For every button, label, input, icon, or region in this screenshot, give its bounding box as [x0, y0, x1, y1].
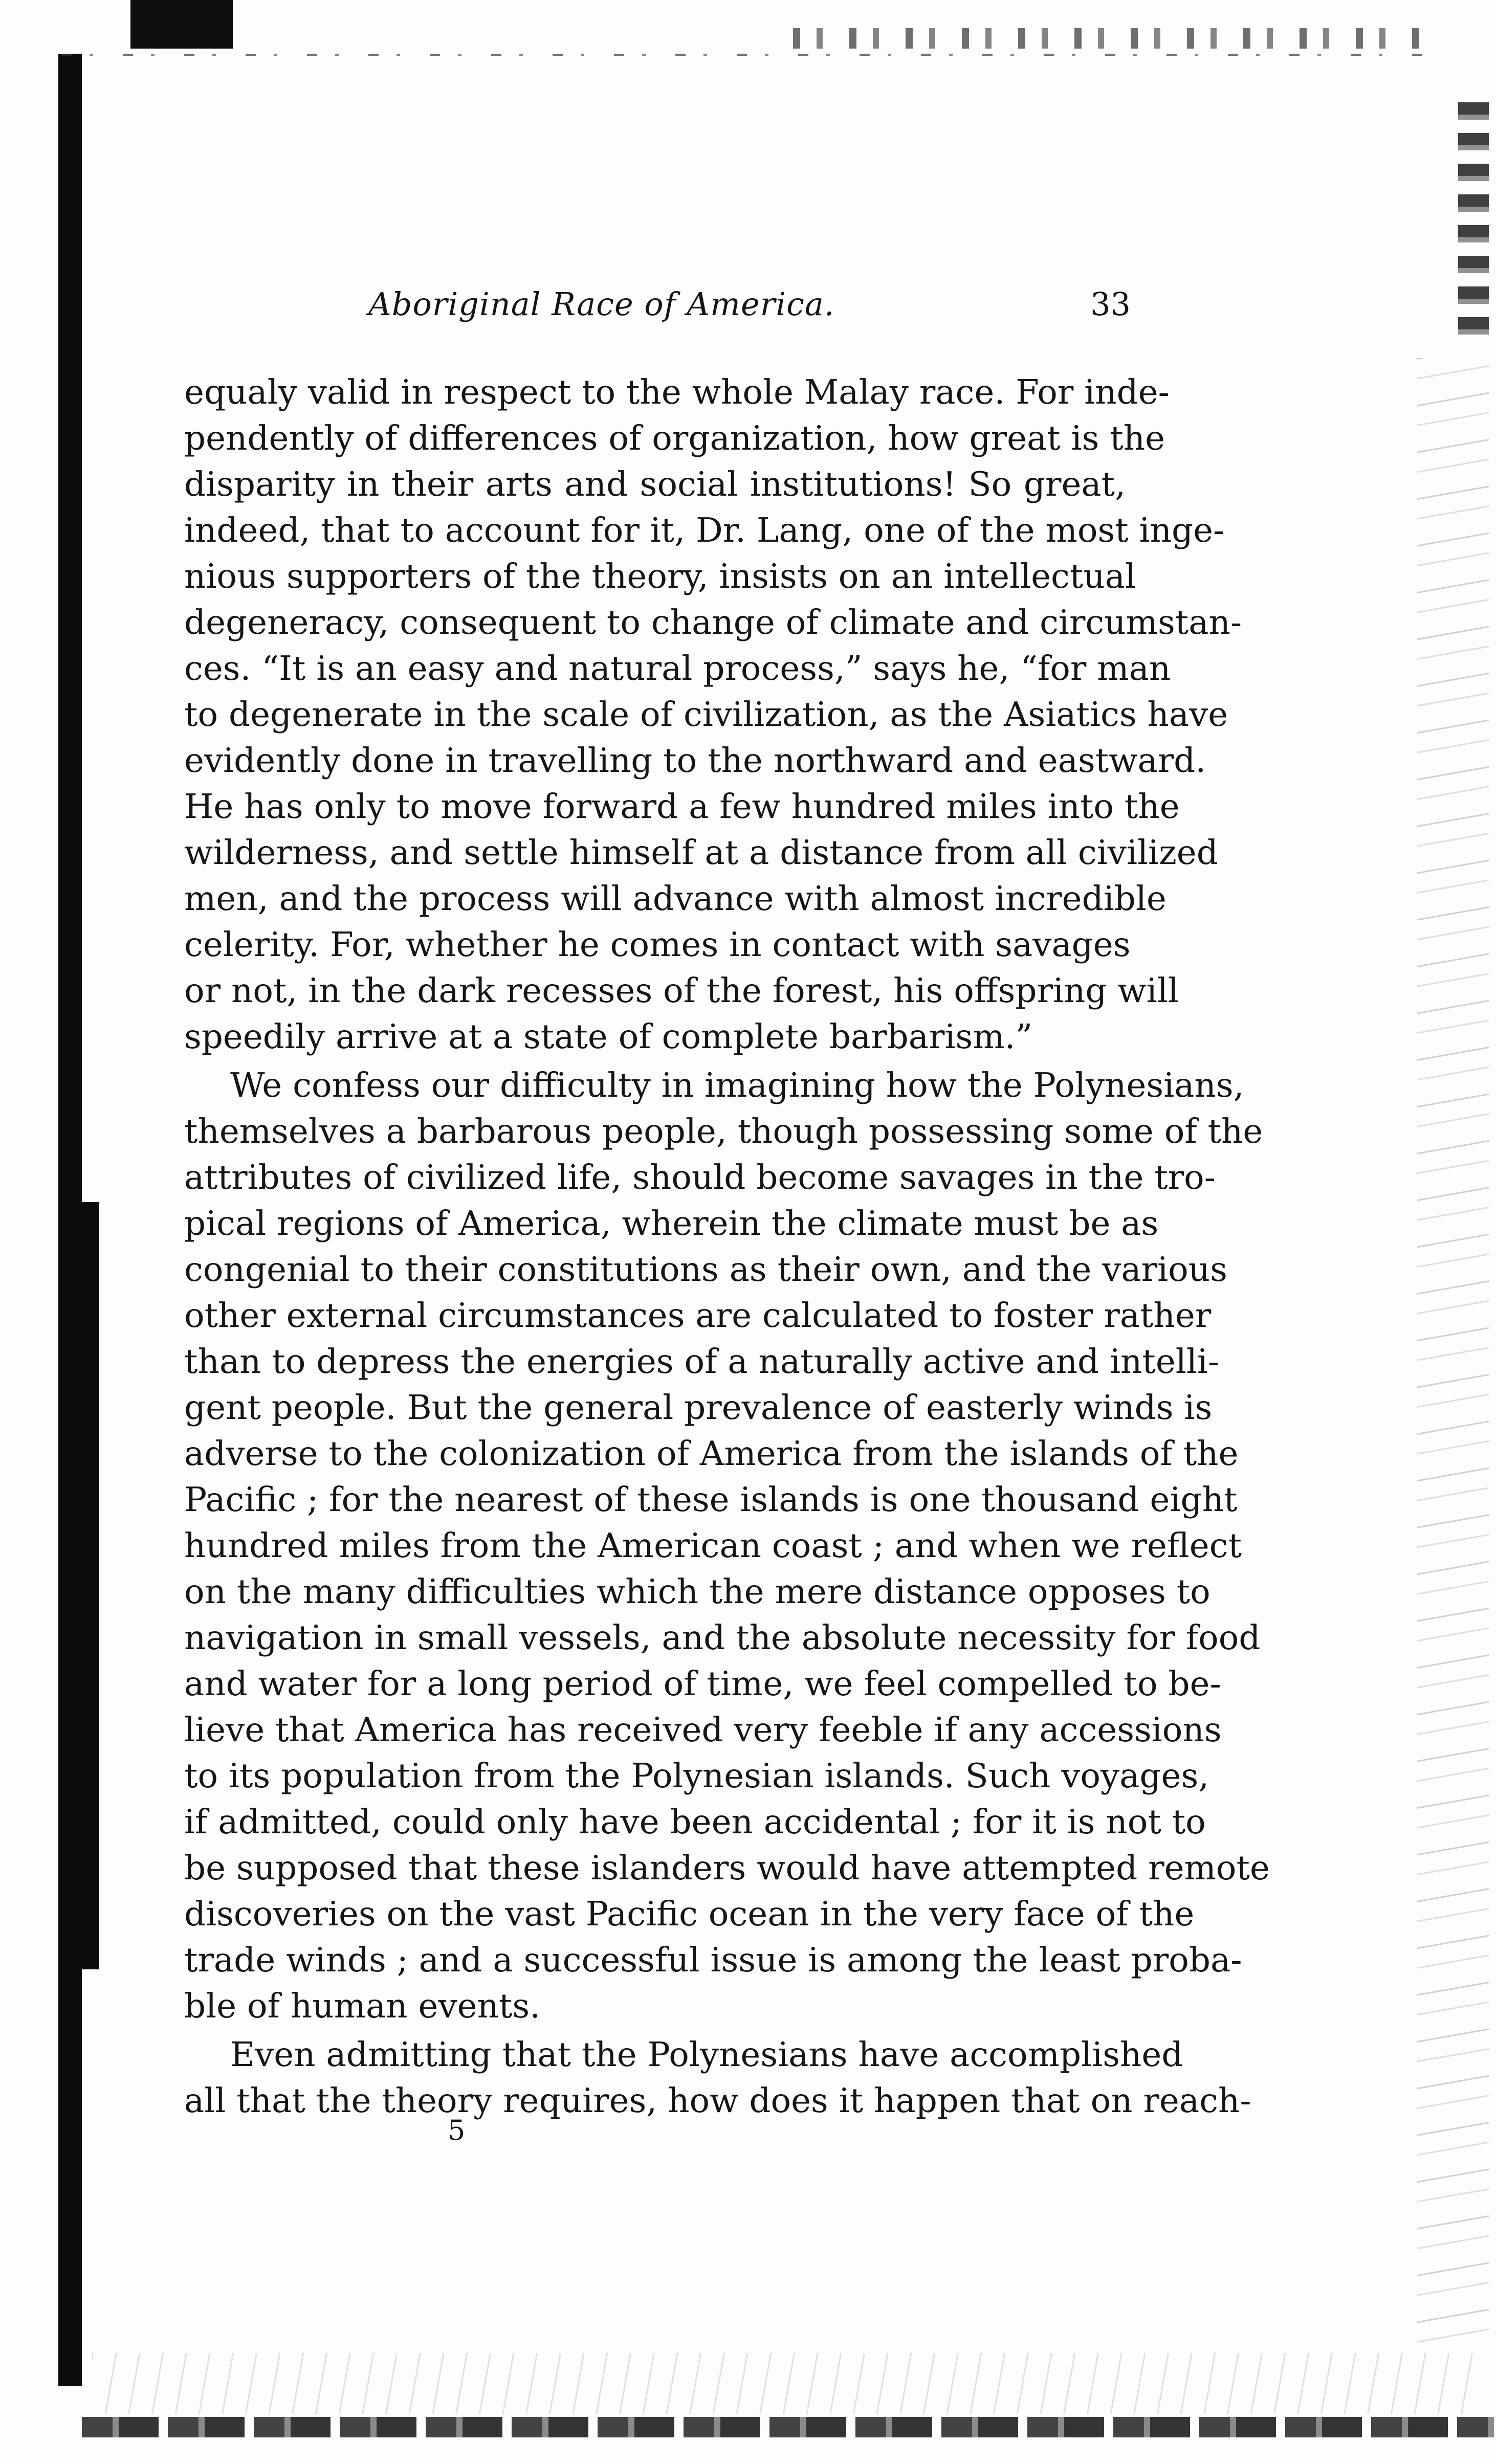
text-line: wilderness, and settle himself at a distance from all civilized [184, 833, 1218, 872]
text-line: degeneracy, consequent to change of climate and circumstan- [184, 603, 1242, 642]
bottom-edge-artifact [82, 2417, 1494, 2437]
text-line: Pacific ; for the nearest of these islands is one thousand eight [184, 1480, 1238, 1519]
right-edge-artifact [1458, 102, 1489, 348]
text-line: congenial to their constitutions as their own, and the various [184, 1250, 1227, 1289]
text-line: disparity in their arts and social institutions! So great, [184, 464, 1126, 504]
text-line: ble of human events. [184, 1986, 541, 2026]
text-line: other external circumstances are calculated to foster rather [184, 1296, 1212, 1335]
text-line: hundred miles from the American coast ; and when we reflect [184, 1526, 1242, 1565]
text-line: be supposed that these islanders would have attempted remote [184, 1848, 1270, 1888]
text-line: celerity. For, whether he comes in contact with savages [184, 925, 1131, 964]
text-line: to its population from the Polynesian islands. Such voyages, [184, 1756, 1209, 1795]
text-line: to degenerate in the scale of civilization, as the Asiatics have [184, 695, 1228, 734]
scan-corner-shadow [130, 0, 233, 49]
top-edge-specks [793, 28, 1433, 49]
text-line: nious supporters of the theory, insists on an intellectual [184, 557, 1136, 596]
text-line: evidently done in travelling to the northward and eastward. [184, 741, 1206, 780]
text-line: gent people. But the general prevalence of easterly winds is [184, 1388, 1213, 1427]
text-line: lieve that America has received very feeble if any accessions [184, 1710, 1222, 1749]
text-line: or not, in the dark recesses of the forest, his offspring will [184, 971, 1179, 1010]
text-line: speedily arrive at a state of complete barbarism.” [184, 1017, 1033, 1056]
text-line: equaly valid in respect to the whole Malay race. For inde- [184, 372, 1170, 412]
text-line: all that the theory requires, how does it happen that on reach- [184, 2081, 1251, 2120]
text-line: pical regions of America, wherein the climate must be as [184, 1204, 1159, 1243]
text-line: adverse to the colonization of America from the islands of the [184, 1434, 1239, 1473]
text-line: navigation in small vessels, and the absolute necessity for food [184, 1618, 1261, 1657]
binding-edge-shadow-lower [58, 1202, 99, 1969]
text-line: men, and the process will advance with almost incredible [184, 879, 1166, 918]
text-line: than to depress the energies of a naturally active and intelli- [184, 1342, 1220, 1381]
text-line: pendently of differences of organization, how great is the [184, 418, 1165, 458]
text-line: Even admitting that the Polynesians have accomplished [230, 2035, 1183, 2074]
page-number: 33 [1090, 285, 1131, 323]
running-title: Aboriginal Race of America. [368, 285, 835, 323]
right-margin-speckle [1417, 358, 1489, 2353]
text-line: and water for a long period of time, we feel compelled to be- [184, 1664, 1221, 1703]
text-line: We confess our difficulty in imagining how the Polynesians, [230, 1065, 1244, 1105]
running-head [368, 276, 1131, 332]
signature-mark: 5 [448, 2114, 466, 2146]
text-line: ces. “It is an easy and natural process,” says he, “for man [184, 649, 1171, 688]
text-line: on the many difficulties which the mere distance opposes to [184, 1572, 1210, 1611]
bottom-margin-speckle [92, 2353, 1473, 2414]
top-edge-artifact [61, 54, 1422, 56]
body-text [184, 369, 1270, 2124]
text-line: trade winds ; and a successful issue is among the least proba- [184, 1940, 1242, 1980]
text-line: indeed, that to account for it, Dr. Lang, one of the most inge- [184, 510, 1225, 550]
text-line: if admitted, could only have been accidental ; for it is not to [184, 1802, 1206, 1841]
text-line: discoveries on the vast Pacific ocean in the very face of the [184, 1894, 1195, 1934]
text-line: He has only to move forward a few hundred miles into the [184, 787, 1180, 826]
text-line: attributes of civilized life, should become savages in the tro- [184, 1158, 1216, 1197]
text-line: themselves a barbarous people, though possessing some of the [184, 1112, 1263, 1151]
